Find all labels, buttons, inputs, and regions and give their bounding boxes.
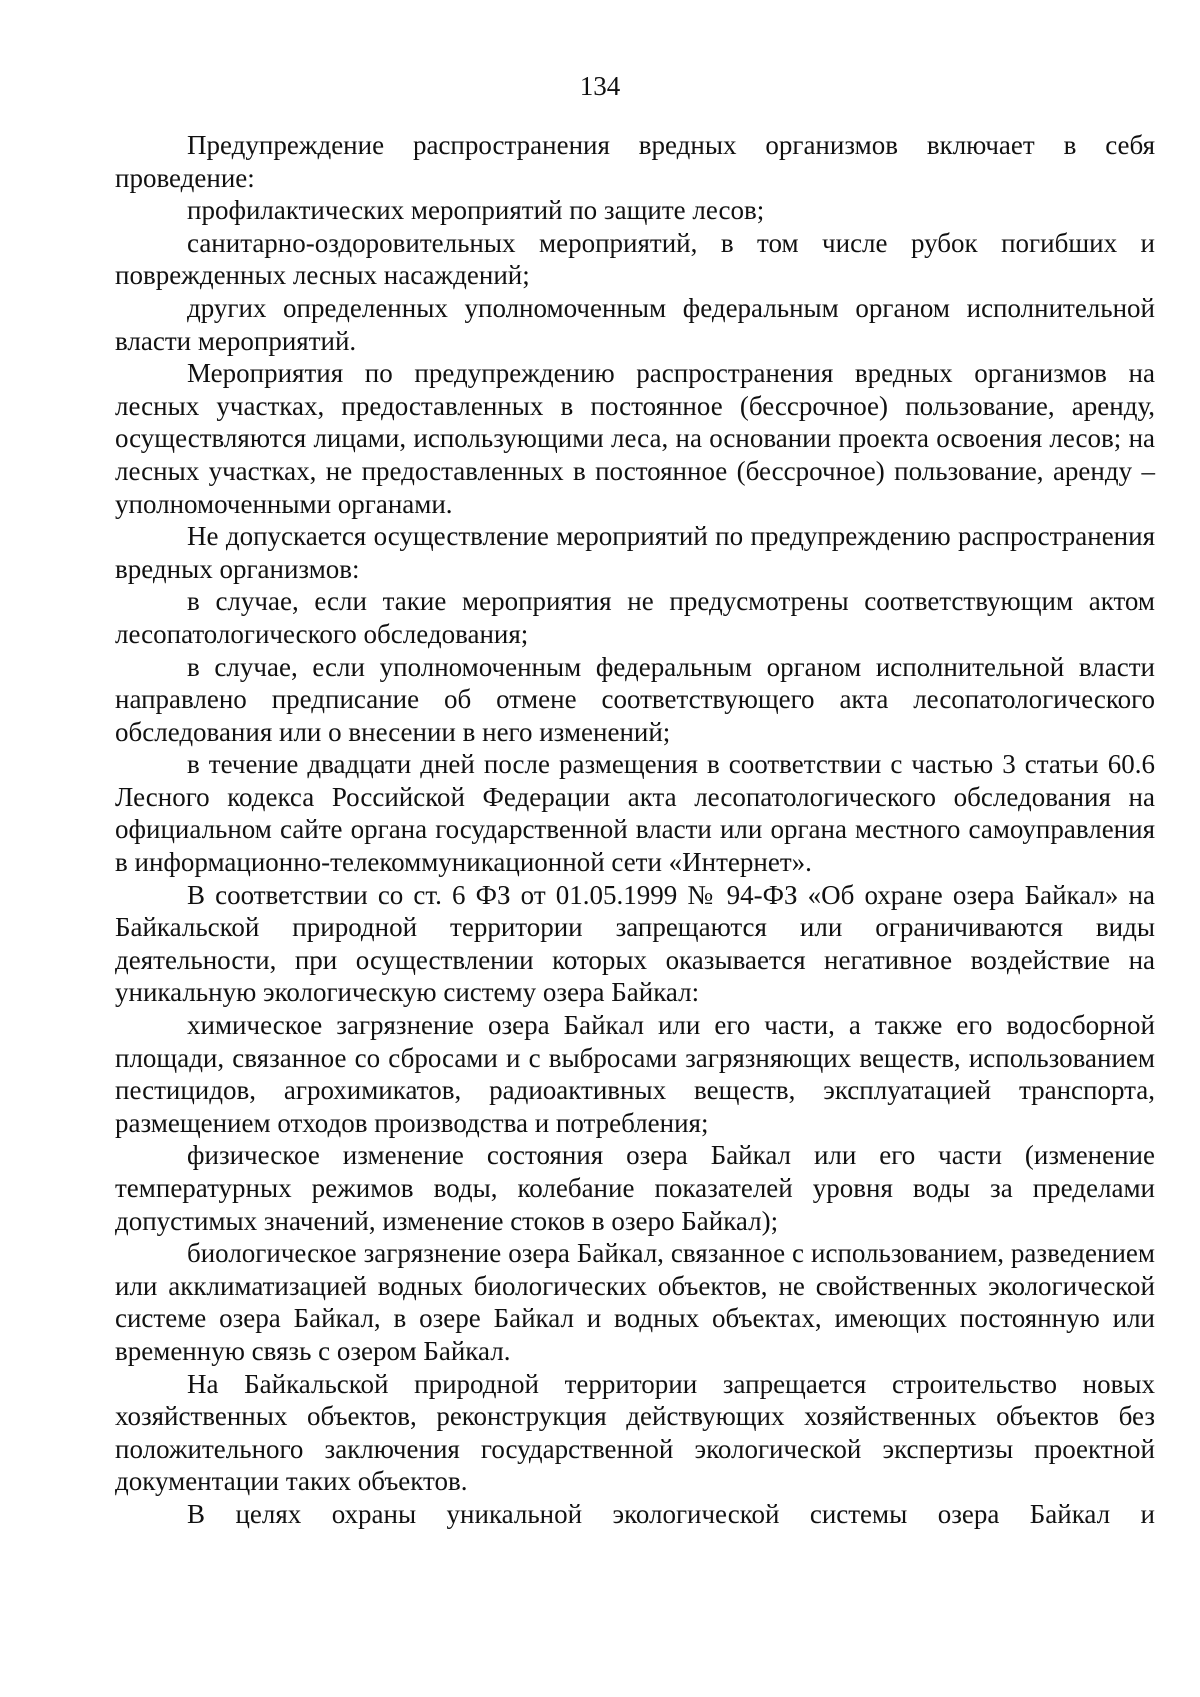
paragraph: в случае, если такие мероприятия не предусмотрены соответствующим актом лесопатологического обследования;: [115, 586, 1155, 649]
paragraph: В соответствии со ст. 6 ФЗ от 01.05.1999 № 94-ФЗ «Об охране озера Байкал» на Байкальской природной территории запрещаются или ограничиваются виды деятельности, при осуществлении которых оказывается негативное воздействие на уникальную экологическую систему озера Байкал:: [115, 879, 1155, 1008]
paragraph: в течение двадцати дней после размещения в соответствии с частью 3 статьи 60.6 Лесного кодекса Российской Федерации акта лесопатологического обследования на официальном сайте органа государственной власти или органа местного самоуправления в информационно-телекоммуникационной сети «Интернет».: [115, 749, 1155, 878]
paragraph: химическое загрязнение озера Байкал или его части, а также его водосборной площади, связанное со сбросами и с выбросами загрязняющих веществ, использованием пестицидов, агрохимикатов, радиоактивных веществ, эксплуатацией транспорта, размещением отходов производства и потребления;: [115, 1010, 1155, 1138]
document-body: [115, 129, 1155, 1531]
paragraph: На Байкальской природной территории запрещается строительство новых хозяйственных объектов, реконструкция действующих хозяйственных объектов без положительного заключения государственной экологической экспертизы проектной документации таких объектов.: [115, 1368, 1155, 1497]
paragraph: биологическое загрязнение озера Байкал, связанное с использованием, разведением или акклиматизацией водных биологических объектов, не свойственных экологической системе озера Байкал, в озере Байкал и водных объектах, имеющих постоянную или временную связь с озером Байкал.: [115, 1238, 1155, 1366]
paragraph: физическое изменение состояния озера Байкал или его части (изменение температурных режимов воды, колебание показателей уровня воды за пределами допустимых значений, изменение стоков в озеро Байкал);: [115, 1140, 1155, 1236]
paragraph: Предупреждение распространения вредных организмов включает в себя проведение:: [115, 130, 1155, 193]
paragraph: профилактических мероприятий по защите лесов;: [187, 195, 765, 226]
page-number: 134: [579, 71, 621, 101]
paragraph: других определенных уполномоченным федеральным органом исполнительной власти мероприятий.: [115, 292, 1155, 356]
paragraph: санитарно-оздоровительных мероприятий, в том числе рубок погибших и поврежденных лесных насаждений;: [115, 227, 1155, 291]
paragraph: В целях охраны уникальной экологической системы озера Байкал и: [187, 1498, 1155, 1529]
paragraph: Не допускается осуществление мероприятий по предупреждению распространения вредных организмов:: [115, 521, 1155, 584]
paragraph: Мероприятия по предупреждению распространения вредных организмов на лесных участках, предоставленных в постоянное (бессрочное) пользование, аренду, осуществляются лицами, использующими леса, на основании проекта освоения лесов; на лесных участках, не предоставленных в постоянное (бессрочное) пользование, аренду – уполномоченными органами.: [115, 358, 1155, 519]
paragraph: в случае, если уполномоченным федеральным органом исполнительной власти направлено предписание об отмене соответствующего акта лесопатологического обследования или о внесении в него изменений;: [115, 651, 1155, 747]
